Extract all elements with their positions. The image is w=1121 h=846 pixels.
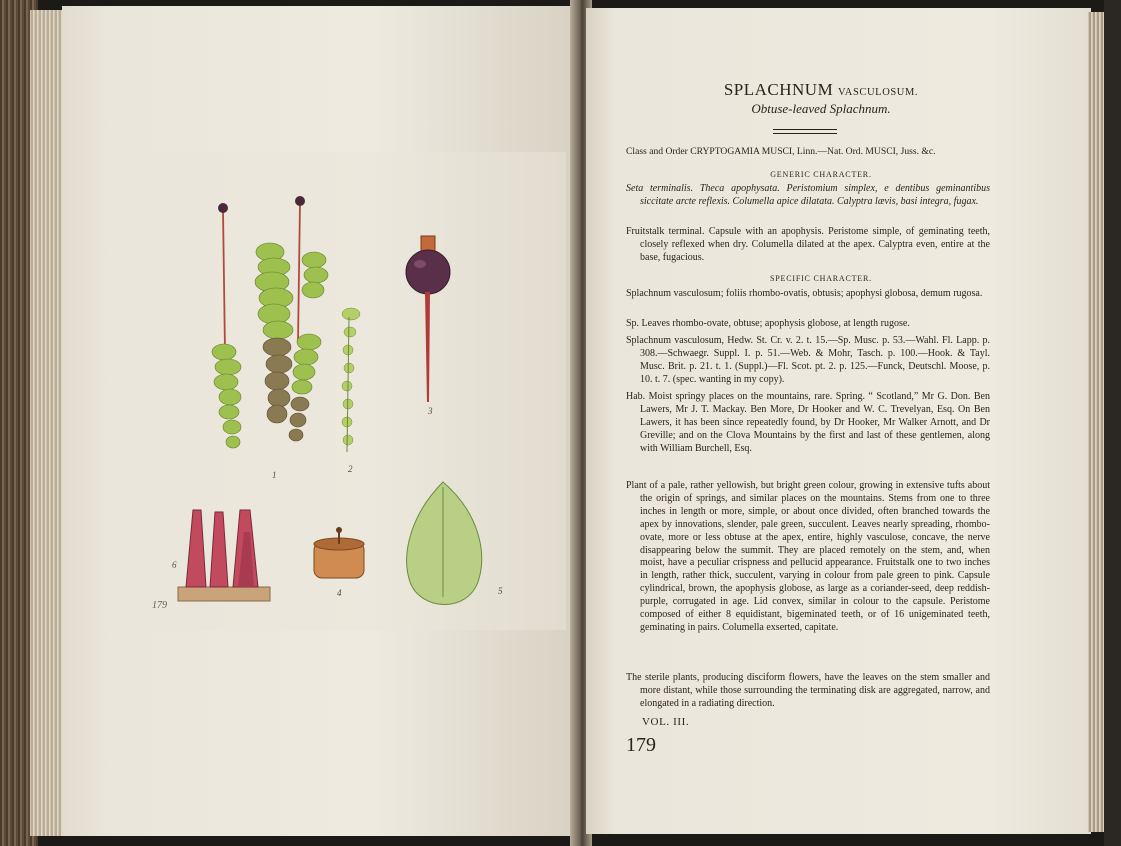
book-edge-right [1104,0,1121,846]
specific-character-english: Sp. Leaves rhombo-ovate, obtuse; apophysis globose, at length rugose. [626,318,910,329]
figure-label-6: 6 [172,560,177,570]
generic-character-english: Fruitstalk terminal. Capsule with an apophysis. Peristome simple, of geminating teeth, closely reflexed when dry. Columella dilated at the apex. Calyptra even, entire at the base, fugacious. [626,226,990,263]
signature-number: 179 [626,734,656,756]
title-rule-bottom [773,133,837,134]
volume-label: VOL. III. [642,716,690,728]
synonymy: Splachnum vasculosum, Hedw. St. Cr. v. 2. t. 15.—Sp. Musc. p. 53.—Wahl. Fl. Lapp. p. 308.—Schwaegr. Suppl. I. p. 51.—Web. & Mohr, Tasch. p. 100.—Hook. & Tayl. Musc. Brit. p. 21. t. 1. (Suppl.)—Fl. Scot. pt. 2. p. 125.—Funck, Deutschl. Moose, p. 10. t. 7. (spec. wanting in my copy). [626,335,990,385]
page-subtitle: Obtuse-leaved Splachnum. [751,101,891,116]
specific-character-heading: SPECIFIC CHARACTER. [770,274,872,283]
figure-label-3: 3 [428,406,433,416]
specific-character-latin: Splachnum vasculosum; foliis rhombo-ovatis, obtusis; apophysi globosa, demum rugosa. [626,288,983,299]
botanical-plate [138,152,566,630]
sterile-plants-note: The sterile plants, producing disciform flowers, have the leaves on the stem smaller and more distant, while those surrounding the terminating disk are aggregated, narrow, and elongated in a radiating direction. [626,672,990,709]
plate-illustration [138,152,566,630]
title-rule-top [773,129,837,130]
generic-character-latin: Seta terminalis. Theca apophysata. Peristomium simplex, e dentibus geminantibus siccitate arcte reflexis. Columella apice dilatata. Calyptra lævis, basi integra, fugax. [626,183,990,207]
habitat: Hab. Moist springy places on the mountains, rare. Spring. “ Scotland,” Mr G. Don. Ben Lawers, Mr J. T. Mackay. Ben More, Dr Hooker and W. C. Trevelyan, Esq. On Ben Lawers, it has been since repeatedly found, by Dr Hooker, Mr Walker Arnott, and Dr Greville; and on the Clova Mountains by the first and last of these gentlemen, along with William Burchell, Esq. [626,391,990,454]
class-order-line: Class and Order CRYPTOGAMIA MUSCI, Linn.—Nat. Ord. MUSCI, Juss. &c. [626,146,936,157]
plate-number: 179 [152,600,167,611]
figure-label-2: 2 [348,464,353,474]
figure-label-1: 1 [272,470,277,480]
title-genus: SPLACHNUM [723,80,834,99]
figure-label-5: 5 [498,586,503,596]
page-title [620,80,1022,100]
figure-label-4: 4 [337,588,342,598]
generic-character-heading: GENERIC CHARACTER. [770,170,872,179]
description: Plant of a pale, rather yellowish, but bright green colour, growing in extensive tufts about the origin of springs, and similar places on the mountains. Stems from one to three inches in length or more, simple, or about once divided, often branched towards the apex by innovations, slender, pale green, succulent. Leaves nearly spreading, rhombo-ovate, more or less obtuse at the apex, entire, highly vasculose, concave, the nerve disappearing below the summit. They are placed remotely on the stem, and, when moist, have a peculiar crispness and pellucid appearance. Fruitstalk one to two inches in length, rather thick, succulent, varying in colour from pale green to pink. Capsule cylindrical, brown, the apophysis globose, as large as a coriander-seed, deep reddish-purple, corrugated in age. Lid convex, similar in colour to the capsule. Peristome composed of either 8 equidistant, bigeminated teeth, or of 16 unigeminated teeth, geminating in pairs. Columella exserted, capitate. [626,480,990,633]
title-species: VASCULOSUM. [837,87,919,98]
